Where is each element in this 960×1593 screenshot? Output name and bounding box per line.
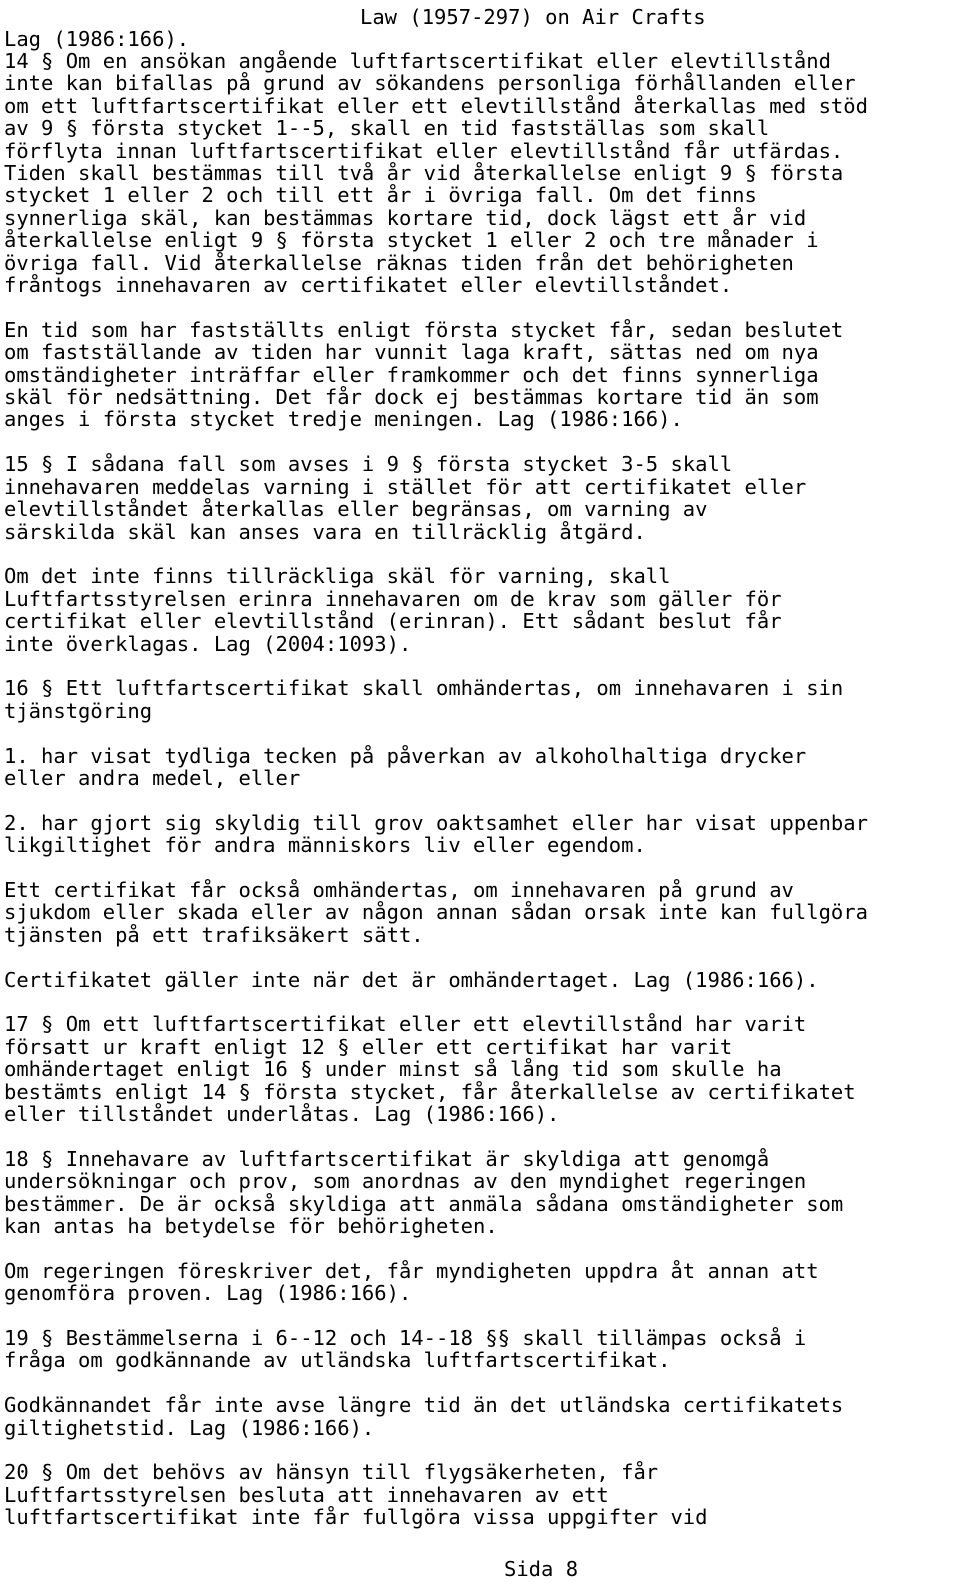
text-line: innehavaren meddelas varning i stället för att certifikatet eller [4, 474, 807, 499]
text-line: om fastställande av tiden har vunnit laga kraft, sättas ned om nya [4, 340, 819, 365]
text-line: Ett certifikat får också omhändertas, om innehavaren på grund av [4, 877, 794, 902]
text-line: Tiden skall bestämmas till två år vid återkallelse enligt 9 § första [4, 161, 844, 186]
previous-section-reference: Lag (1986:166). [4, 27, 190, 51]
text-line: eller tillståndet underlåtas. Lag (1986:166). [4, 1101, 560, 1126]
text-line: om ett luftfartscertifikat eller ett elevtillstånd återkallas med stöd [4, 93, 868, 118]
text-line: återkallelse enligt 9 § första stycket 1 eller 2 och tre månader i [4, 228, 819, 253]
text-line: 14 § Om en ansökan angående luftfartscertifikat eller elevtillstånd [4, 49, 831, 73]
text-line: Om det inte finns tillräckliga skäl för varning, skall [4, 564, 671, 589]
paragraph [4, 1013, 956, 1125]
text-line: 17 § Om ett luftfartscertifikat eller ett elevtillstånd har varit [4, 1012, 807, 1037]
text-line: genomföra proven. Lag (1986:166). [4, 1281, 412, 1306]
paragraph [4, 812, 956, 857]
text-line: Luftfartsstyrelsen erinra innehavaren om de krav som gäller för [4, 586, 782, 611]
text-line: övriga fall. Vid återkallelse räknas tiden från det behörigheten [4, 250, 794, 275]
paragraph [4, 1148, 956, 1238]
text-line: inte kan bifallas på grund av sökandens personliga förhållanden eller [4, 71, 856, 96]
text-line: certifikat eller elevtillstånd (erinran). Ett sådant beslut får [4, 609, 782, 634]
paragraph [4, 453, 956, 543]
text-line: 20 § Om det behövs av hänsyn till flygsäkerheten, får [4, 1460, 659, 1485]
text-line: särskilda skäl kan anses vara en tillräcklig åtgärd. [4, 519, 646, 544]
paragraph [4, 50, 956, 296]
text-line: 2. har gjort sig skyldig till grov oaktsamhet eller har visat uppenbar [4, 810, 868, 835]
text-line: undersökningar och prov, som anordnas av den myndighet regeringen [4, 1169, 807, 1194]
text-line: omständigheter inträffar eller framkommer och det finns synnerliga [4, 362, 819, 387]
paragraph [4, 1327, 956, 1372]
paragraph [4, 319, 956, 431]
paragraph [4, 565, 956, 655]
text-line: 18 § Innehavare av luftfartscertifikat är skyldiga att genomgå [4, 1146, 770, 1171]
text-line: stycket 1 eller 2 och till ett år i övriga fall. Om det finns [4, 183, 757, 208]
text-line: 16 § Ett luftfartscertifikat skall omhändertas, om innehavaren i sin [4, 676, 844, 701]
text-line: försatt ur kraft enligt 12 § eller ett certifikat har varit [4, 1034, 733, 1059]
running-header-title: Law (1957-297) on Air Crafts [360, 5, 706, 29]
paragraph [4, 677, 956, 722]
text-line: 15 § I sådana fall som avses i 9 § första stycket 3-5 skall [4, 452, 733, 477]
text-line: bestämmer. De är också skyldiga att anmäla sådana omständigheter som [4, 1191, 844, 1216]
text-line: Certifikatet gäller inte när det är omhändertaget. Lag (1986:166). [4, 967, 819, 992]
text-line: inte överklagas. Lag (2004:1093). [4, 631, 412, 656]
text-line: 19 § Bestämmelserna i 6--12 och 14--18 §§ skall tillämpas också i [4, 1325, 807, 1350]
text-line: fråntogs innehavaren av certifikatet eller elevtillståndet. [4, 273, 733, 298]
text-line: skäl för nedsättning. Det får dock ej bestämmas kortare tid än som [4, 385, 819, 410]
document-page [4, 6, 956, 1551]
page-header [4, 6, 956, 50]
text-line: tjänstgöring [4, 698, 153, 723]
text-line: giltighetstid. Lag (1986:166). [4, 1415, 375, 1440]
text-line: elevtillståndet återkallas eller begränsas, om varning av [4, 497, 708, 522]
paragraph [4, 1461, 956, 1528]
text-line: förflyta innan luftfartscertifikat eller elevtillstånd får utfärdas. [4, 138, 844, 163]
text-line: 1. har visat tydliga tecken på påverkan av alkoholhaltiga drycker [4, 743, 807, 768]
paragraph [4, 745, 956, 790]
text-line: luftfartscertifikat inte får fullgöra vissa uppgifter vid [4, 1505, 708, 1530]
text-line: anges i första stycket tredje meningen. Lag (1986:166). [4, 407, 683, 432]
text-line: fråga om godkännande av utländska luftfartscertifikat. [4, 1348, 671, 1373]
text-line: Om regeringen föreskriver det, får myndigheten uppdra åt annan att [4, 1258, 819, 1283]
text-line: bestämts enligt 14 § första stycket, får återkallelse av certifikatet [4, 1079, 856, 1104]
paragraph [4, 1260, 956, 1305]
page-number: Sida 8 [504, 1557, 579, 1581]
paragraph [4, 1394, 956, 1439]
text-line: sjukdom eller skada eller av någon annan sådan orsak inte kan fullgöra [4, 900, 868, 925]
paragraph [4, 969, 956, 991]
text-line: tjänsten på ett trafiksäkert sätt. [4, 922, 424, 947]
text-line: likgiltighet för andra människors liv eller egendom. [4, 833, 646, 858]
text-line: omhändertaget enligt 16 § under minst så lång tid som skulle ha [4, 1057, 782, 1082]
text-line: Godkännandet får inte avse längre tid än det utländska certifikatets [4, 1393, 844, 1418]
text-line: synnerliga skäl, kan bestämmas kortare tid, dock lägst ett år vid [4, 205, 807, 230]
text-line: eller andra medel, eller [4, 765, 301, 790]
text-line: Luftfartsstyrelsen besluta att innehavaren av ett [4, 1482, 609, 1507]
text-line: kan antas ha betydelse för behörigheten. [4, 1213, 498, 1238]
document-body [4, 50, 956, 1529]
text-line: En tid som har fastställts enligt första stycket får, sedan beslutet [4, 317, 844, 342]
paragraph [4, 879, 956, 946]
text-line: av 9 § första stycket 1--5, skall en tid fastställas som skall [4, 116, 770, 141]
